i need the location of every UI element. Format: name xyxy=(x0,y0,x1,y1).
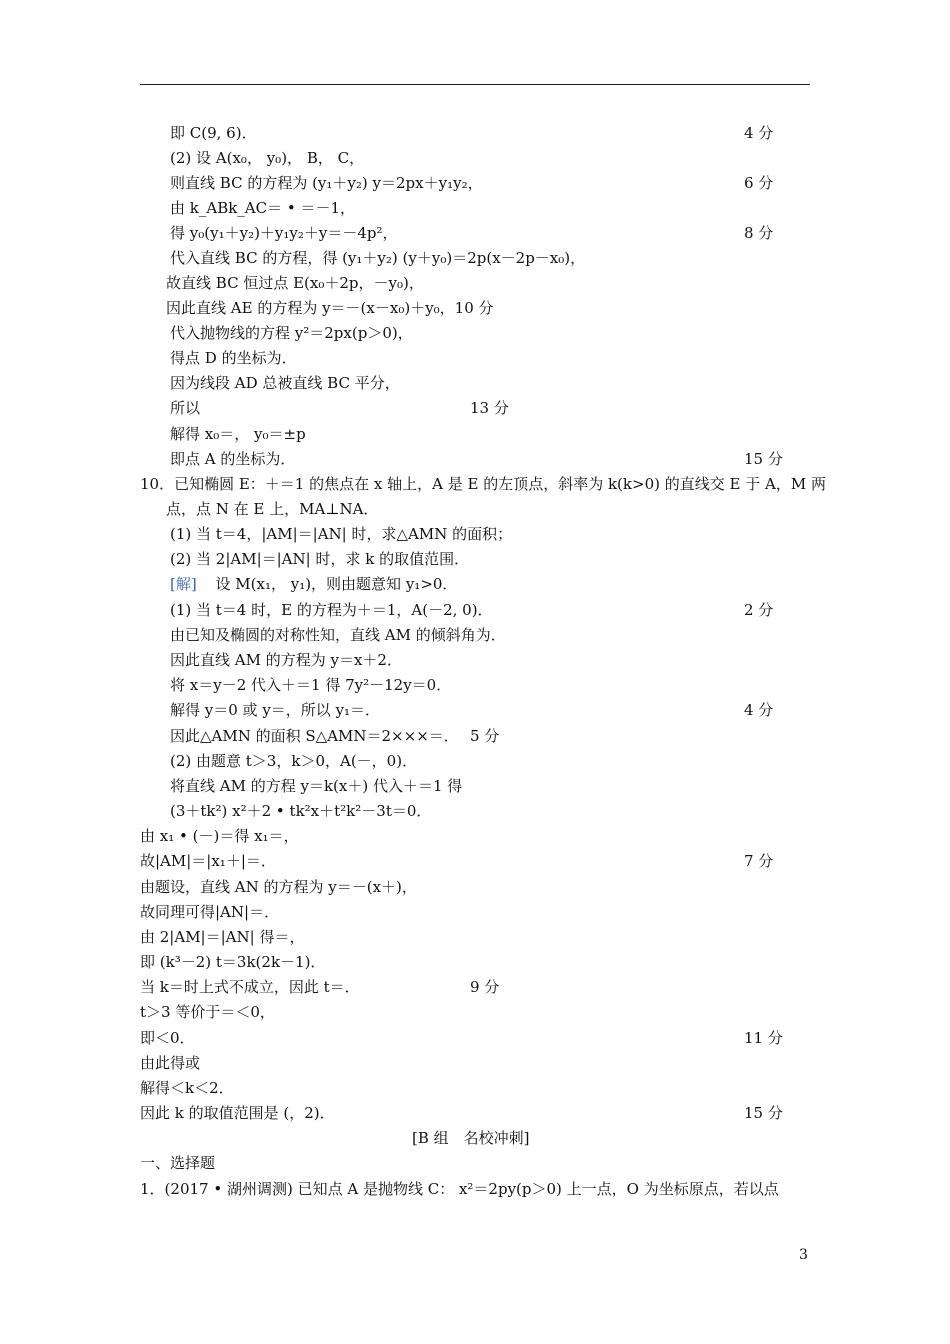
score-label: 5 分 xyxy=(470,727,500,745)
text-line: (1) 当 t＝4，|AM|＝|AN| 时，求△AMN 的面积； xyxy=(170,525,513,543)
text-line: 则直线 BC 的方程为 (y₁＋y₂) y＝2px＋y₁y₂， xyxy=(170,174,483,192)
text-line: (2) 当 2|AM|＝|AN| 时，求 k 的取值范围． xyxy=(170,550,470,568)
text-line: 故|AM|＝|x₁＋|＝． xyxy=(140,852,276,870)
text-line: 即＜0． xyxy=(140,1029,195,1047)
text-line: 由 k_ABk_AC＝ • ＝－1， xyxy=(170,199,356,217)
text-line: 因为线段 AD 总被直线 BC 平分， xyxy=(170,374,400,392)
text-line: (2) 由题意 t＞3，k＞0，A(－，0)． xyxy=(170,752,418,770)
score-label: 2 分 xyxy=(744,601,774,619)
section-heading: [B 组 名校冲刺] xyxy=(412,1129,530,1147)
text-line: (3＋tk²) x²＋2 • tk²x＋t²k²－3t＝0． xyxy=(170,802,432,820)
text-line: 由 x₁ • (－)＝得 x₁＝， xyxy=(140,827,299,845)
text-line: 因此直线 AM 的方程为 y＝x＋2． xyxy=(170,651,402,669)
text-line: 将 x＝y－2 代入＋＝1 得 7y²－12y＝0． xyxy=(170,676,452,694)
solution-line xyxy=(170,574,457,594)
text-line: 因此△AMN 的面积 S△AMN＝2×××＝． xyxy=(170,727,459,745)
text-line: (1) 当 t＝4 时，E 的方程为＋＝1，A(－2, 0)． xyxy=(170,601,493,619)
score-label: 9 分 xyxy=(470,978,500,996)
score-label: 7 分 xyxy=(744,852,774,870)
score-label: 11 分 xyxy=(744,1029,783,1047)
text-line: t＞3 等价于＝＜0， xyxy=(140,1003,275,1021)
text-line: 由已知及椭圆的对称性知，直线 AM 的倾斜角为． xyxy=(170,626,506,644)
text-line: 解得＜k＜2． xyxy=(140,1079,234,1097)
subsection-heading: 一、选择题 xyxy=(140,1154,216,1172)
solution-text: 设 M(x₁， y₁)，则由题意知 y₁>0． xyxy=(215,575,458,593)
text-line: 由 2|AM|＝|AN| 得＝， xyxy=(140,928,305,946)
text-line: (2) 设 A(x₀， y₀)， B， C， xyxy=(170,149,365,167)
score-label: 15 分 xyxy=(744,450,783,468)
text-line: 由题设，直线 AN 的方程为 y＝－(x＋)， xyxy=(140,878,417,896)
text-line: 由此得或 xyxy=(140,1054,201,1072)
text-line: 故直线 BC 恒过点 E(x₀＋2p，－y₀)， xyxy=(166,274,424,292)
solution-label: [解] xyxy=(170,575,197,593)
text-line: 当 k＝时上式不成立，因此 t＝． xyxy=(140,978,360,996)
text-line: 得点 D 的坐标为． xyxy=(170,349,297,367)
text-line: 代入直线 BC 的方程，得 (y₁＋y₂) (y＋y₀)＝2p(x－2p－x₀)， xyxy=(170,249,586,267)
text-line: 即 (k³－2) t＝3k(2k－1)． xyxy=(140,953,326,971)
page-number: 3 xyxy=(799,1247,808,1263)
header-rule xyxy=(140,84,810,85)
text-line: 得 y₀(y₁＋y₂)＋y₁y₂＋y＝－4p²， xyxy=(170,224,398,242)
score-label: 6 分 xyxy=(744,174,774,192)
question-10-stem: 10．已知椭圆 E：＋＝1 的焦点在 x 轴上，A 是 E 的左顶点，斜率为 k(k>0) 的直线交 E 于 A，M 两 xyxy=(140,475,826,493)
text-line: 解得 y＝0 或 y＝，所以 y₁＝． xyxy=(170,701,381,719)
score-label: 4 分 xyxy=(744,124,774,142)
text-line: 因此直线 AE 的方程为 y＝－(x－x₀)＋y₀，10 分 xyxy=(166,299,494,317)
text-line: 点，点 N 在 E 上，MA⊥NA． xyxy=(166,500,379,518)
text-line: 因此 k 的取值范围是 (，2)． xyxy=(140,1104,335,1122)
score-label: 13 分 xyxy=(470,399,509,417)
score-label: 4 分 xyxy=(744,701,774,719)
text-line: 即点 A 的坐标为． xyxy=(170,450,296,468)
score-label: 8 分 xyxy=(744,224,774,242)
text-line: 即 C(9, 6)． xyxy=(170,124,257,142)
text-line: 将直线 AM 的方程 y＝k(x＋) 代入＋＝1 得 xyxy=(170,777,463,795)
text-line: 所以 xyxy=(170,399,201,417)
text-line: 代入抛物线的方程 y²＝2px(p＞0)， xyxy=(170,324,413,342)
text-line: 故同理可得|AN|＝． xyxy=(140,903,280,921)
score-label: 15 分 xyxy=(744,1104,783,1122)
question-1-stem: 1．(2017 • 湖州调测) 已知点 A 是抛物线 C： x²＝2py(p＞0) 上一点，O 为坐标原点，若以点 xyxy=(140,1180,779,1198)
text-line: 解得 x₀＝， y₀＝±p xyxy=(170,425,306,443)
